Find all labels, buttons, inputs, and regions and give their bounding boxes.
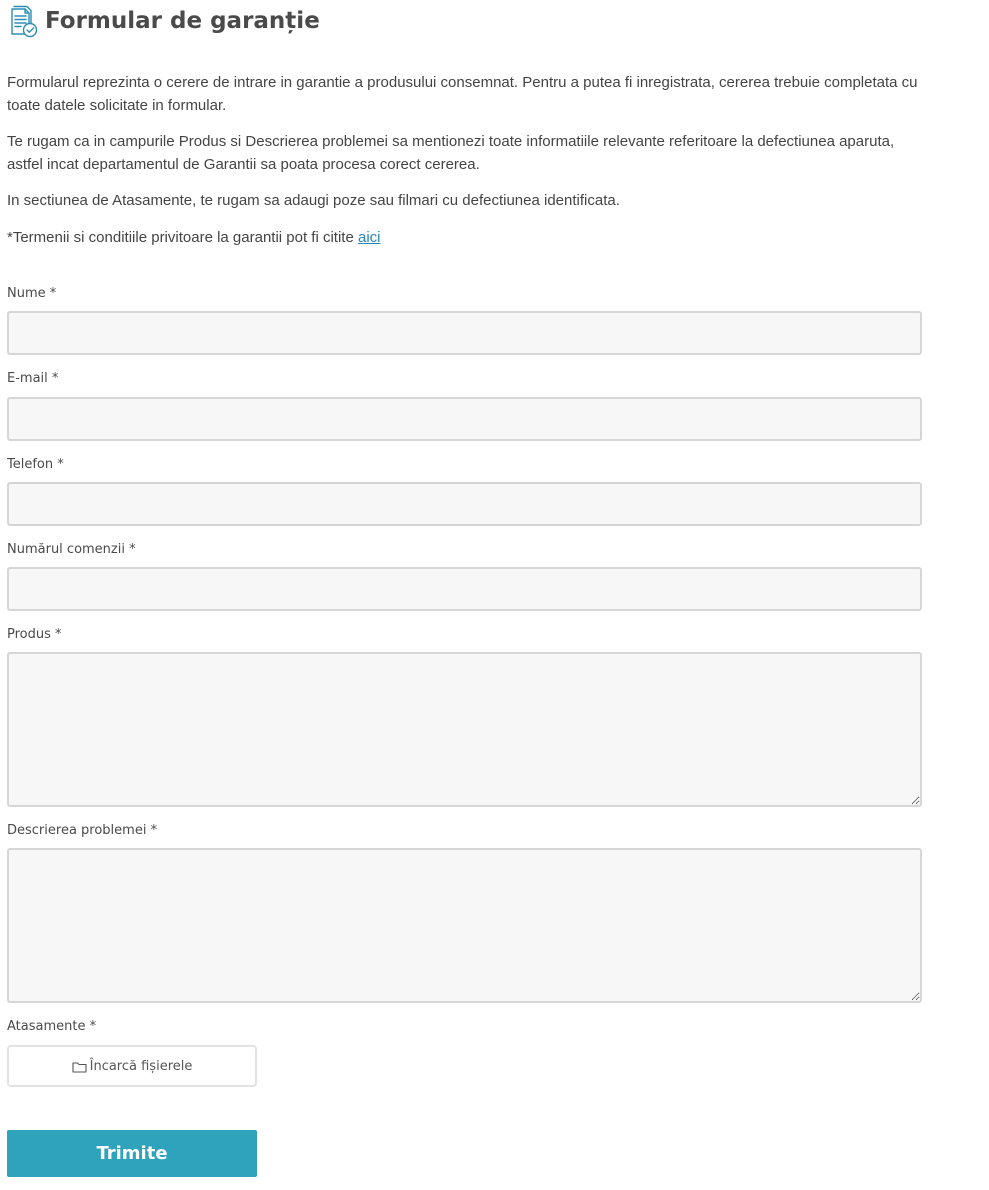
product-label: Produs * [7, 627, 62, 642]
page-header [10, 4, 320, 38]
problem-description-textarea[interactable] [7, 848, 922, 1003]
upload-files-button[interactable] [7, 1045, 257, 1087]
problem-description-label: Descrierea problemei * [7, 823, 158, 838]
terms-link[interactable]: aici [357, 229, 381, 246]
page-title: Formular de garanție [45, 8, 320, 34]
order-number-label: Numărul comenzii * [7, 542, 136, 557]
intro-paragraph-3: In sectiunea de Atasamente, te rugam sa adaugi poze sau filmari cu defectiunea identificata. [7, 192, 620, 209]
document-check-icon [10, 4, 38, 38]
email-input[interactable] [7, 397, 922, 441]
folder-icon [72, 1060, 87, 1072]
name-label: Nume * [7, 286, 57, 301]
order-number-input[interactable] [7, 567, 922, 611]
email-label: E-mail * [7, 371, 59, 386]
attachments-label: Atasamente * [7, 1019, 97, 1034]
intro-paragraph-1: Formularul reprezinta o cerere de intrare in garantie a produsului consemnat. Pentru a putea fi inregistrata, cererea trebuie completata cu toate datele solicitate in formular. [7, 74, 918, 114]
terms-text: *Termenii si conditiile privitoare la garantii pot fi citite [7, 229, 358, 246]
terms-note [7, 226, 922, 249]
intro-paragraph-2: Te rugam ca in campurile Produs si Descrierea problemei sa mentionezi toate informatiile relevante referitoare la defectiunea aparuta, astfel incat departamentul de Garantii sa poata procesa corect cererea. [7, 133, 895, 173]
upload-files-label: Încarcă fișierele [89, 1058, 193, 1074]
name-input[interactable] [7, 311, 922, 355]
submit-button[interactable]: Trimite [7, 1130, 257, 1177]
phone-label: Telefon * [7, 457, 64, 472]
phone-input[interactable] [7, 482, 922, 526]
product-textarea[interactable] [7, 652, 922, 807]
